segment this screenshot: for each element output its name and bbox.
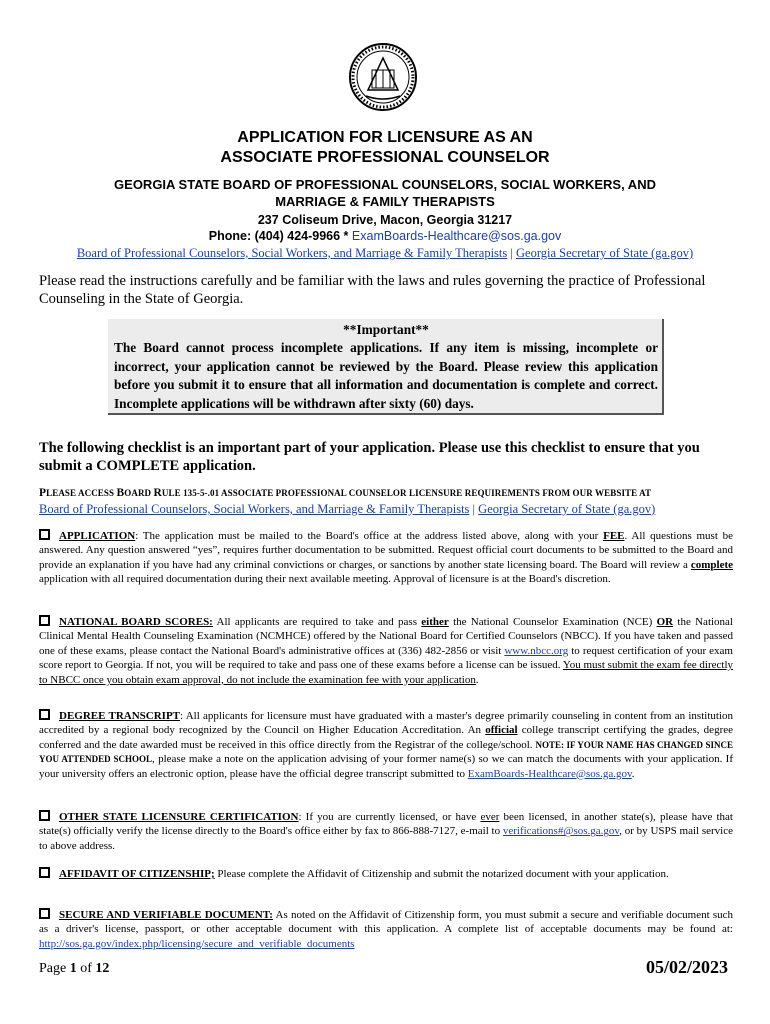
secure-documents-link[interactable]: http://sos.ga.gov/index.php/licensing/secure_and_verifiable_documents <box>39 937 355 950</box>
phone: Phone: (404) 424-9966 * <box>208 229 349 243</box>
document-title <box>0 128 770 168</box>
revision-date: 05/02/2023 <box>645 957 728 977</box>
contact-block <box>0 212 770 244</box>
board-rule-notice: PLEASE ACCESS BOARD RULE 135-5-.01 ASSOCIATE PROFESSIONAL COUNSELOR LICENSURE REQUIREMENTS FROM OUR WEBSITE AT <box>39 487 652 499</box>
checklist-item-affidavit-citizenship: AFFIDAVIT OF CITIZENSHIP; Please complete the Affidavit of Citizenship and submit the notarized document with your application. <box>39 867 733 881</box>
verifications-email-link[interactable]: verifications#@sos.ga.gov <box>502 825 620 838</box>
nbcc-link[interactable]: www.nbcc.org <box>504 644 569 657</box>
board-rule-board-link[interactable]: Board of Professional Counselors, Social Workers, and Marriage & Family Therapists <box>39 502 470 516</box>
board-rule-links: Board of Professional Counselors, Social Workers, and Marriage & Family Therapists | Georgia Secretary of State (ga.gov) <box>39 502 656 516</box>
checklist-item-other-state-licensure: OTHER STATE LICENSURE CERTIFICATION: If you are currently licensed, or have ever been licensed, in another state(s), please have that state(s) officially verify the license directly to the Board's office either by fax to 866-888-7127, e-mail to verifications#@sos.ga.gov, or by USPS mail service to above address. <box>39 811 733 852</box>
important-body: The Board cannot process incomplete applications. If any item is missing, incomplete or incorrect, your application cannot be reviewed by the Board. Please review this application before you submit it to ensure that all information and documentation is complete and correct. Incomplete applications will be withdrawn after sixty (60) days. <box>114 340 658 411</box>
checklist-item-secure-document: SECURE AND VERIFIABLE DOCUMENT: As noted on the Affidavit of Citizenship form, you must submit a secure and verifiable document such as a driver's license, passport, or other acceptable document with this application. A complete list of acceptable documents may be found at: http://sos.ga.gov/index.php/licensing/secure_and_verifiable_documents <box>39 909 734 950</box>
contact-email-link[interactable]: ExamBoards-Healthcare@sos.ga.gov <box>351 229 562 243</box>
checklist-item-application: APPLICATION: The application must be mailed to the Board's office at the address listed above, along with your FEE. All questions must be answered. Any question answered “yes”, requires further documentation to be submitted. Request official court documents to be submitted to the Board and provide an explanation if you have had any criminal convictions or charges, or sanctions by another state licensing board. The Board will review a complete application with all required documentation during their next available meeting. Approval of licensure is at the Board's discretion. <box>39 530 734 586</box>
board-line-1: GEORGIA STATE BOARD OF PROFESSIONAL COUNSELORS, SOCIAL WORKERS, AND <box>114 177 656 192</box>
page-number: Page 1 of 12 <box>39 961 110 976</box>
checkbox-icon[interactable] <box>39 709 50 720</box>
board-rule-sos-link[interactable]: Georgia Secretary of State (ga.gov) <box>478 502 656 516</box>
transcript-email-link[interactable]: ExamBoards-Healthcare@sos.ga.gov <box>467 767 632 780</box>
intro-paragraph: Please read the instructions carefully and be familiar with the laws and rules governing the practice of Professional Counseling in the State of Georgia. <box>39 273 706 307</box>
important-notice-box <box>108 319 664 415</box>
checklist-intro: The following checklist is an important part of your application. Please use this checklist to ensure that you submit a COMPLETE application. <box>39 440 700 474</box>
checkbox-icon[interactable] <box>39 529 50 540</box>
georgia-state-seal-icon <box>348 40 418 114</box>
board-links <box>0 245 770 261</box>
checkbox-icon[interactable] <box>39 867 50 878</box>
checkbox-icon[interactable] <box>39 908 50 919</box>
link-separator: | <box>510 246 513 260</box>
title-line-1: APPLICATION FOR LICENSURE AS AN <box>237 129 533 146</box>
board-name <box>60 176 710 210</box>
title-line-2: ASSOCIATE PROFESSIONAL COUNSELOR <box>220 149 550 166</box>
sos-website-link[interactable]: Georgia Secretary of State (ga.gov) <box>516 246 694 260</box>
board-line-2: MARRIAGE & FAMILY THERAPISTS <box>275 194 495 209</box>
board-website-link[interactable]: Board of Professional Counselors, Social Workers, and Marriage & Family Therapists <box>76 246 508 260</box>
checkbox-icon[interactable] <box>39 615 50 626</box>
checklist-item-national-board-scores: NATIONAL BOARD SCORES: All applicants are required to take and pass either the National Counselor Examination (NCE) OR the National Clinical Mental Health Counseling Examination (NCMHCE) offered by the National Board for Certified Counselors (NBCC). If you have taken and passed one of these exams, please contact the National Board's administrative offices at (336) 482-2856 or visit www.nbcc.org to request certification of your exam score report to Georgia. If not, you will be required to take and pass one of these exams before a license can be issued. You must submit the exam fee directly to NBCC once you obtain exam approval, do not include the examination fee with your application. <box>39 616 733 686</box>
address: 237 Coliseum Drive, Macon, Georgia 31217 <box>257 213 513 227</box>
important-heading: **Important** <box>343 322 429 337</box>
checklist-item-degree-transcript: DEGREE TRANSCRIPT: All applicants for licensure must have graduated with a master's degree primarily counseling in content from an institution accredited by a regional body recognized by the Council on Higher Education Accreditation. An official college transcript certifying the grades, degree conferred and the date awarded must be received in this office directly from the Registrar of the college/school. NOTE: IF YOUR NAME HAS CHANGED SINCE YOU ATTENDED SCHOOL, please make a note on the application advising of your former name(s) so we can match the documents with your application. If your university offers an electronic option, please have the official degree transcript submitted to ExamBoards-Healthcare@sos.ga.gov. <box>39 710 734 780</box>
checkbox-icon[interactable] <box>39 810 50 821</box>
